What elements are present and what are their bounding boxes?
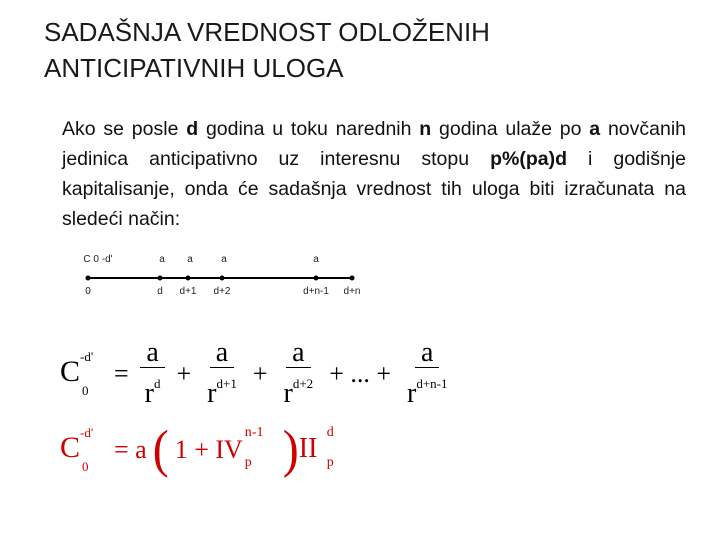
fraction-term [278, 337, 320, 409]
fraction-term [401, 337, 454, 409]
slide-title: SADAŠNJA VREDNOST ODLOŽENIH ANTICIPATIVNIH ULOGA [44, 17, 490, 83]
lhs-symbol: C [60, 355, 81, 388]
lhs-subscript: 0 [82, 459, 89, 474]
timeline-bottom-label: d+n-1 [303, 286, 329, 297]
open-paren: ( [152, 420, 169, 479]
close-paren: ) [282, 420, 299, 479]
fraction-term [201, 337, 243, 409]
equals-term: = a [114, 435, 147, 464]
timeline-top-label: a [159, 254, 165, 265]
lhs-subscript: 0 [82, 383, 89, 398]
timeline-top-label: a [313, 254, 319, 265]
timeline-tick-d [158, 276, 163, 281]
iv-scripts [243, 425, 283, 475]
lhs-superscript: -d' [80, 425, 94, 440]
timeline-tick-d1 [186, 276, 191, 281]
fraction-term [139, 337, 167, 409]
fraction-numerator: a [210, 340, 234, 368]
bold-term: n [419, 118, 432, 140]
ellipsis: + ... + [329, 359, 392, 388]
formula-lhs [60, 425, 108, 475]
timeline-bottom-label: d+n [343, 286, 361, 297]
fraction-numerator: a [415, 340, 439, 368]
timeline-tick-0 [86, 276, 91, 281]
fraction-numerator: a [286, 340, 310, 368]
timeline-top-label: a [221, 254, 227, 265]
timeline-tick-dn1 [314, 276, 319, 281]
bold-term: a [589, 118, 601, 140]
iv-superscript: n-1 [244, 425, 264, 440]
formula-closed-form [60, 420, 343, 479]
timeline-tick-d2 [220, 276, 225, 281]
lhs-symbol: C [60, 431, 81, 464]
ii-superscript: d [326, 425, 334, 440]
fraction-denominator: $r^{d+1}$ [207, 376, 237, 409]
paragraph-text: Ako se posle [62, 118, 187, 140]
paragraph-text: i godišnje kapitalisanje, onda će sadašnja vrednost tih uloga biti izračunata na sledeći način: [62, 148, 686, 230]
iv-subscript: p [244, 455, 252, 470]
timeline-top-label: a [187, 254, 193, 265]
timeline-bottom-label: d+1 [179, 286, 197, 297]
plus-sign: + [252, 359, 268, 388]
bold-term: p%(pa)d [490, 148, 567, 170]
one-plus-iv: 1 + IV [174, 435, 243, 464]
ii-subscript: p [326, 455, 334, 470]
fraction-denominator: $r^{d+2}$ [283, 376, 314, 409]
body-paragraph [62, 114, 686, 234]
ii-factor [299, 425, 343, 475]
timeline-bottom-label: d+2 [213, 286, 231, 297]
formula-sum [60, 337, 458, 409]
formula-lhs [60, 349, 108, 399]
lhs-superscript: -d' [80, 349, 94, 364]
fraction-numerator: a [140, 340, 164, 368]
timeline-bottom-label: d [157, 286, 163, 297]
plus-sign: + [176, 359, 192, 388]
ii-base: II [298, 433, 318, 464]
fraction-denominator: $r^d$ [144, 376, 161, 409]
paragraph-text: godina ulaže po [431, 118, 590, 140]
equals-sign: = [114, 359, 129, 388]
paragraph-text: godina u toku narednih [198, 118, 420, 140]
timeline-bottom-label: 0 [85, 286, 91, 297]
paragraph-text: novčanih jedinica anticipativno uz interesnu stopu [62, 118, 686, 170]
timeline-top-label: C 0 -d' [83, 254, 113, 265]
timeline-tick-dn [350, 276, 355, 281]
bold-term: d [186, 118, 199, 140]
fraction-denominator: $r^{d+n-1}$ [407, 376, 448, 409]
